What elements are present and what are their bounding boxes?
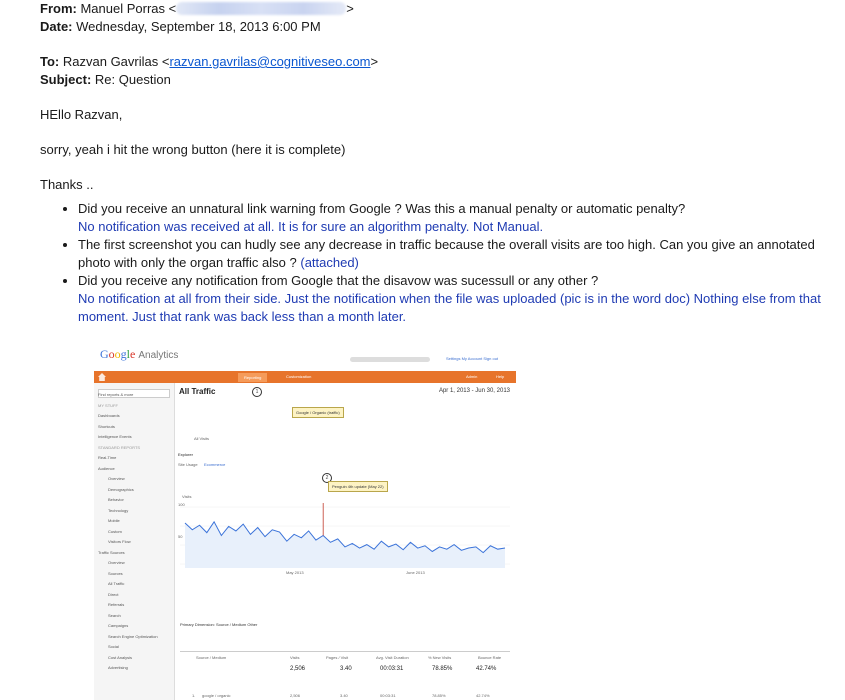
analytics-screenshot: [94, 347, 516, 700]
sidebar-item: Behavior: [108, 497, 124, 502]
primary-dimension: Primary Dimension: Source / Medium Other: [180, 622, 258, 627]
sidebar-item: MY STUFF: [98, 402, 118, 408]
from-label: From:: [40, 1, 77, 16]
google-analytics-logo: Google Analytics: [100, 347, 179, 361]
answer-text: (attached): [300, 255, 359, 270]
answer-text: No notification was received at all. It is for sure an algorithm penalty. Not Manual.: [78, 219, 544, 234]
sidebar-item: Social: [108, 644, 119, 649]
sidebar-item: Dashboards: [98, 413, 120, 418]
subject-line: [40, 71, 840, 89]
date-line: [40, 18, 840, 36]
tab-help: Help: [496, 374, 505, 379]
date-label: Date:: [40, 19, 73, 34]
sidebar-item: Overview: [108, 476, 125, 481]
to-name: Razvan Gavrilas <: [62, 54, 170, 69]
ga-main: [176, 383, 514, 700]
sidebar-item: Real-Time: [98, 455, 117, 460]
list-item: • Did you receive an unnatural link warning from Google ? Was this a manual penalty or automatic penalty? No notification was received at all. It is for sure an algorithm penalty. Not Manual.: [78, 200, 840, 236]
home-icon: [98, 373, 106, 381]
sidebar-item: Cost Analysis: [108, 654, 133, 660]
answer-text: No notification at all from their side. Just the notification when the file was uploaded (pic is in the word doc) Nothing else from that moment. Just that rank was back less than a month later.: [78, 291, 821, 324]
callout-number: 2: [322, 473, 332, 483]
data-table: Source / Medium Visits Pages / Visit Avg. Visit Duration % New Visits Bounce Rate 2,506 3.40 00:03:31 78.85% 42.74% 1. google / organic 2,506 3.40 00:03:31 78.85% 42.74%: [180, 651, 510, 700]
sidebar-item: Search: [108, 612, 121, 618]
x-tick: May 2013: [286, 570, 304, 575]
sidebar-item: Custom: [108, 528, 122, 534]
email-body: [40, 0, 840, 326]
body-line: sorry, yeah i hit the wrong button (here it is complete): [40, 142, 346, 157]
from-name: Manuel Porras <: [80, 1, 177, 16]
sidebar-item: Find reports & more: [98, 392, 134, 397]
callout-number: 1: [252, 387, 262, 397]
redacted-email: [176, 2, 346, 15]
greeting: HEllo Razvan,: [40, 107, 123, 122]
ga-sidebar: [94, 383, 175, 700]
col-header: Bounce Rate: [478, 655, 502, 660]
tab-admin: Admin: [466, 374, 478, 379]
col-header: % New Visits: [428, 655, 452, 660]
sidebar-item: Shortcuts: [98, 423, 115, 429]
list-item: • The first screenshot you can hudly see any decrease in traffic because the overall visits are too high. Can you give an annotated photo with only the organ traffic also ? (attached): [78, 236, 840, 272]
sidebar-item: Technology: [108, 507, 129, 513]
sidebar-item: Traffic Sources: [98, 549, 125, 555]
total-bounce: 42.74%: [476, 666, 497, 672]
from-line: From: Manuel Porras < >: [40, 1, 354, 16]
visits-chart: [180, 503, 510, 568]
y-tick: 100: [178, 502, 185, 507]
sidebar-item: Advertising: [108, 665, 128, 670]
col-header: Visits: [290, 655, 300, 660]
sidebar-item: Audience: [98, 465, 115, 471]
total-visits: 2,506: [290, 666, 306, 672]
col-header: Source / Medium: [196, 655, 227, 660]
col-header: Avg. Visit Duration: [376, 655, 409, 660]
date-value: Wednesday, September 18, 2013 6:00 PM: [76, 19, 321, 34]
x-tick: June 2013: [406, 570, 425, 575]
to-email-link[interactable]: razvan.gavrilas@cognitiveseo.com: [169, 54, 371, 69]
visits-label: Visits: [182, 494, 192, 499]
subject-value: Re: Question: [94, 72, 171, 87]
redacted-account: [350, 357, 430, 362]
sidebar-item: Intelligence Events: [98, 434, 132, 439]
total-duration: 00:03:31: [380, 666, 404, 672]
callout-penguin: Penguin 4th update (May 22): [328, 481, 388, 492]
nav-bar: [94, 371, 516, 383]
sidebar-item: STANDARD REPORTS: [98, 444, 141, 450]
row-index: 1.: [192, 693, 196, 698]
total-pages: 3.40: [340, 666, 352, 672]
callout-organic: Google / Organic (traffic): [292, 407, 344, 418]
sidebar-item: Visitors Flow: [108, 539, 131, 544]
col-header: Pages / Visit: [326, 655, 349, 660]
y-tick: 50: [178, 534, 183, 539]
all-visits: All Visits: [194, 436, 210, 441]
total-new: 78.85%: [432, 666, 453, 672]
to-label: To:: [40, 54, 60, 69]
question-list: [40, 200, 840, 326]
list-item: • Did you receive any notification from Google that the disavow was sucessull or any other ? No notification at all from their side. Just the notification when the file was uploaded (pic is in the word doc) Nothing else from that moment. Just that rank was back less than a month later.: [78, 272, 840, 326]
subject-label: Subject:: [40, 72, 92, 87]
to-line: To: Razvan Gavrilas <razvan.gavrilas@cognitiveseo.com>: [40, 54, 379, 69]
sidebar-item: All Traffic: [108, 581, 125, 586]
sidebar-item: Mobile: [108, 518, 120, 523]
sidebar-item: Search Engine Optimization: [108, 633, 158, 639]
explorer-label: Explorer: [178, 452, 193, 457]
top-links: Settings My Account Sign out: [446, 356, 499, 361]
sidebar-item: Campaigns: [108, 623, 129, 628]
tab-customization: Customization: [286, 374, 312, 379]
thanks-line: Thanks ..: [40, 177, 94, 192]
tab-reporting: Reporting: [238, 373, 267, 382]
row-source: google / organic: [202, 693, 231, 698]
sidebar-item: Referrals: [108, 602, 125, 607]
sidebar-item: Direct: [108, 591, 119, 597]
sidebar-item: Demographics: [108, 486, 134, 492]
report-title: All Traffic: [179, 387, 216, 396]
sidebar-item: Overview: [108, 560, 125, 565]
site-usage: Site Usage: [178, 462, 198, 467]
sidebar-item: Sources: [108, 570, 123, 576]
date-range: Apr 1, 2013 - Jun 30, 2013: [438, 388, 510, 394]
ecommerce: Ecommerce: [204, 462, 226, 467]
